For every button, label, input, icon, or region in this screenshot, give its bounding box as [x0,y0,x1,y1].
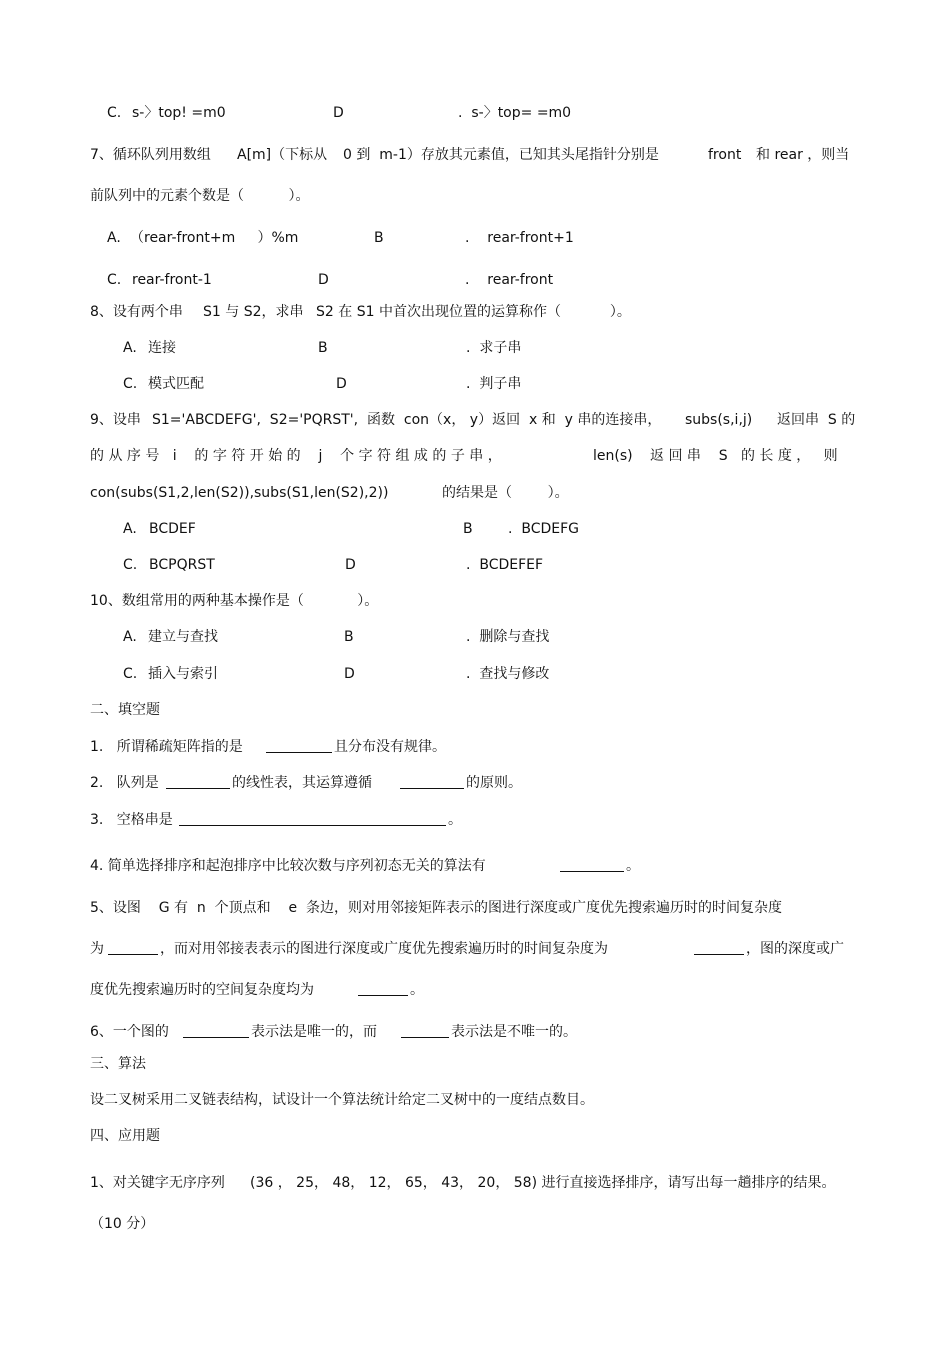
q9-stem-line2-part1: 的 从 序 号 i 的 字 符 开 始 的 j 个 字 符 组 成 的 子 串 ， [90,448,502,464]
blank-2-suffix: 的原则。 [466,775,522,791]
blank-3-suffix: 。 [448,812,462,828]
q7-option-b-text: . rear-front+1 [465,230,574,246]
q9-stem-part2: S1='ABCDEFG', S2='PQRST', 函数 con（x， y）返回 x 和 y 串的连接串， [152,412,662,428]
q8-option-c-text: 模式匹配 [148,376,204,392]
q9-option-d-letter: D [345,557,356,573]
q10-option-d-letter: D [344,666,355,682]
q8-stem-part3: S2 在 S1 中首次出现位置的运算称作（ ）。 [316,304,631,320]
blank-6-suffix: 表示法是不唯一的。 [451,1024,577,1040]
q8-option-b-text: . 求子串 [466,340,522,356]
blank-5-line2-suffix: ，图的深度或广 [746,941,844,957]
q8-option-d-letter: D [336,376,347,392]
blank-4-suffix: 。 [626,858,640,874]
q9-stem-line2-part2: len(s) [593,448,633,464]
q8-option-d-text: . 判子串 [466,376,522,392]
q9-stem-line3-tail: 的结果是（ ）。 [442,485,569,501]
q9-option-a-text: BCDEF [149,521,196,537]
q7-option-d-letter: D [318,272,329,288]
q7-stem-part1: 7、循环队列用数组 [90,147,211,163]
q9-option-a-letter: A. [123,521,137,537]
q8-option-a-text: 连接 [148,340,176,356]
q7-stem-part3: 0 到 m-1）存放其元素值，已知其头尾指针分别是 [343,147,659,163]
blank-2-prefix: 2. 队列是 [90,775,159,791]
blank-5b-line [694,940,744,955]
q7-option-d-text: . rear-front [465,272,554,288]
blank-6-prefix: 6、一个图的 [90,1024,169,1040]
blank-5-line2-middle: ，而对用邻接表表示的图进行深度或广度优先搜索遍历时的时间复杂度为 [160,941,608,957]
q10-option-d-text: . 查找与修改 [466,666,550,682]
q9-stem-line3-expression: con(subs(S1,2,len(S2)),subs(S1,len(S2),2)) [90,485,389,501]
app-q1-prefix: 1、对关键字无序序列 [90,1175,225,1191]
option-d-letter: D [333,105,344,121]
app-q1-sequence: (36 ， 25， 48， 12， 65， 43， 20， 58) 进行直接选择排序，请写出每一趟排序的结果。 [250,1175,836,1191]
blank-1-suffix: 且分布没有规律。 [334,739,446,755]
blank-5-line3-suffix: 。 [410,982,424,998]
option-c-text: s-〉top! =m0 [132,105,226,121]
q7-option-a-letter: A. [107,230,121,246]
q7-option-a-text: （rear-front+m ）%m [130,230,299,246]
q9-option-d-text: . BCDEFEF [466,557,544,573]
blank-5-line2-prefix: 为 [90,941,104,957]
q10-stem: 10、数组常用的两种基本操作是（ ）。 [90,593,379,609]
blank-1-prefix: 1. 所谓稀疏矩阵指的是 [90,739,243,755]
q9-option-c-text: BCPQRST [149,557,215,573]
q7-stem-part4: front [708,147,742,163]
section-3-body: 设二叉树采用二叉链表结构，试设计一个算法统计给定二叉树中的一度结点数目。 [90,1092,594,1108]
blank-4-line [560,857,624,872]
q7-stem-part2: A[m]（下标从 [237,147,328,163]
q10-option-b-letter: B [344,629,354,645]
blank-2a-line [166,774,230,789]
blank-3-line [179,811,446,826]
q9-option-b-text: . BCDEFG [508,521,580,537]
q8-option-b-letter: B [318,340,328,356]
q9-stem-part4: 返回串 S 的 [777,412,856,428]
option-c-letter: C. [107,105,122,121]
q8-stem-part2: S1 与 S2，求串 [203,304,304,320]
blank-5a-line [108,940,158,955]
q9-option-c-letter: C. [123,557,138,573]
q9-stem-line2-part3: 返 回 串 S 的 长 度 ， 则 [650,448,838,464]
q10-option-c-letter: C. [123,666,138,682]
blank-6a-line [183,1023,249,1038]
section-3-heading: 三、算法 [90,1056,146,1072]
q10-option-a-letter: A. [123,629,137,645]
q7-stem-line2: 前队列中的元素个数是（ ）。 [90,188,310,204]
section-4-heading: 四、应用题 [90,1128,160,1144]
q9-option-b-letter: B [463,521,473,537]
blank-5-line3-prefix: 度优先搜索遍历时的空间复杂度均为 [90,982,314,998]
blank-1-line [266,738,332,753]
q9-stem-part3: subs(s,i,j) [685,412,753,428]
blank-6-middle: 表示法是唯一的，而 [251,1024,377,1040]
blank-6b-line [401,1023,449,1038]
q10-option-b-text: . 删除与查找 [466,629,550,645]
blank-3-prefix: 3. 空格串是 [90,812,173,828]
blank-2-middle: 的线性表，其运算遵循 [232,775,372,791]
q10-option-a-text: 建立与查找 [148,629,218,645]
q9-stem-part1: 9、设串 [90,412,141,428]
q7-option-b-letter: B [374,230,384,246]
app-q1-score: （10 分） [90,1216,155,1232]
q7-option-c-text: rear-front-1 [132,272,212,288]
section-2-heading: 二、填空题 [90,702,160,718]
blank-5-line1: 5、设图 G 有 n 个顶点和 e 条边，则对用邻接矩阵表示的图进行深度或广度优先搜索遍历时的时间复杂度 [90,900,782,916]
blank-4-prefix: 4. 简单选择排序和起泡排序中比较次数与序列初态无关的算法有 [90,858,486,874]
q7-option-c-letter: C. [107,272,122,288]
q10-option-c-text: 插入与索引 [148,666,218,682]
blank-5c-line [358,981,408,996]
blank-2b-line [400,774,464,789]
option-d-text: . s-〉top= =m0 [458,105,572,121]
q7-stem-part5: 和 rear ，则当 [756,147,850,163]
q8-option-c-letter: C. [123,376,138,392]
q8-stem-part1: 8、设有两个串 [90,304,183,320]
q8-option-a-letter: A. [123,340,137,356]
